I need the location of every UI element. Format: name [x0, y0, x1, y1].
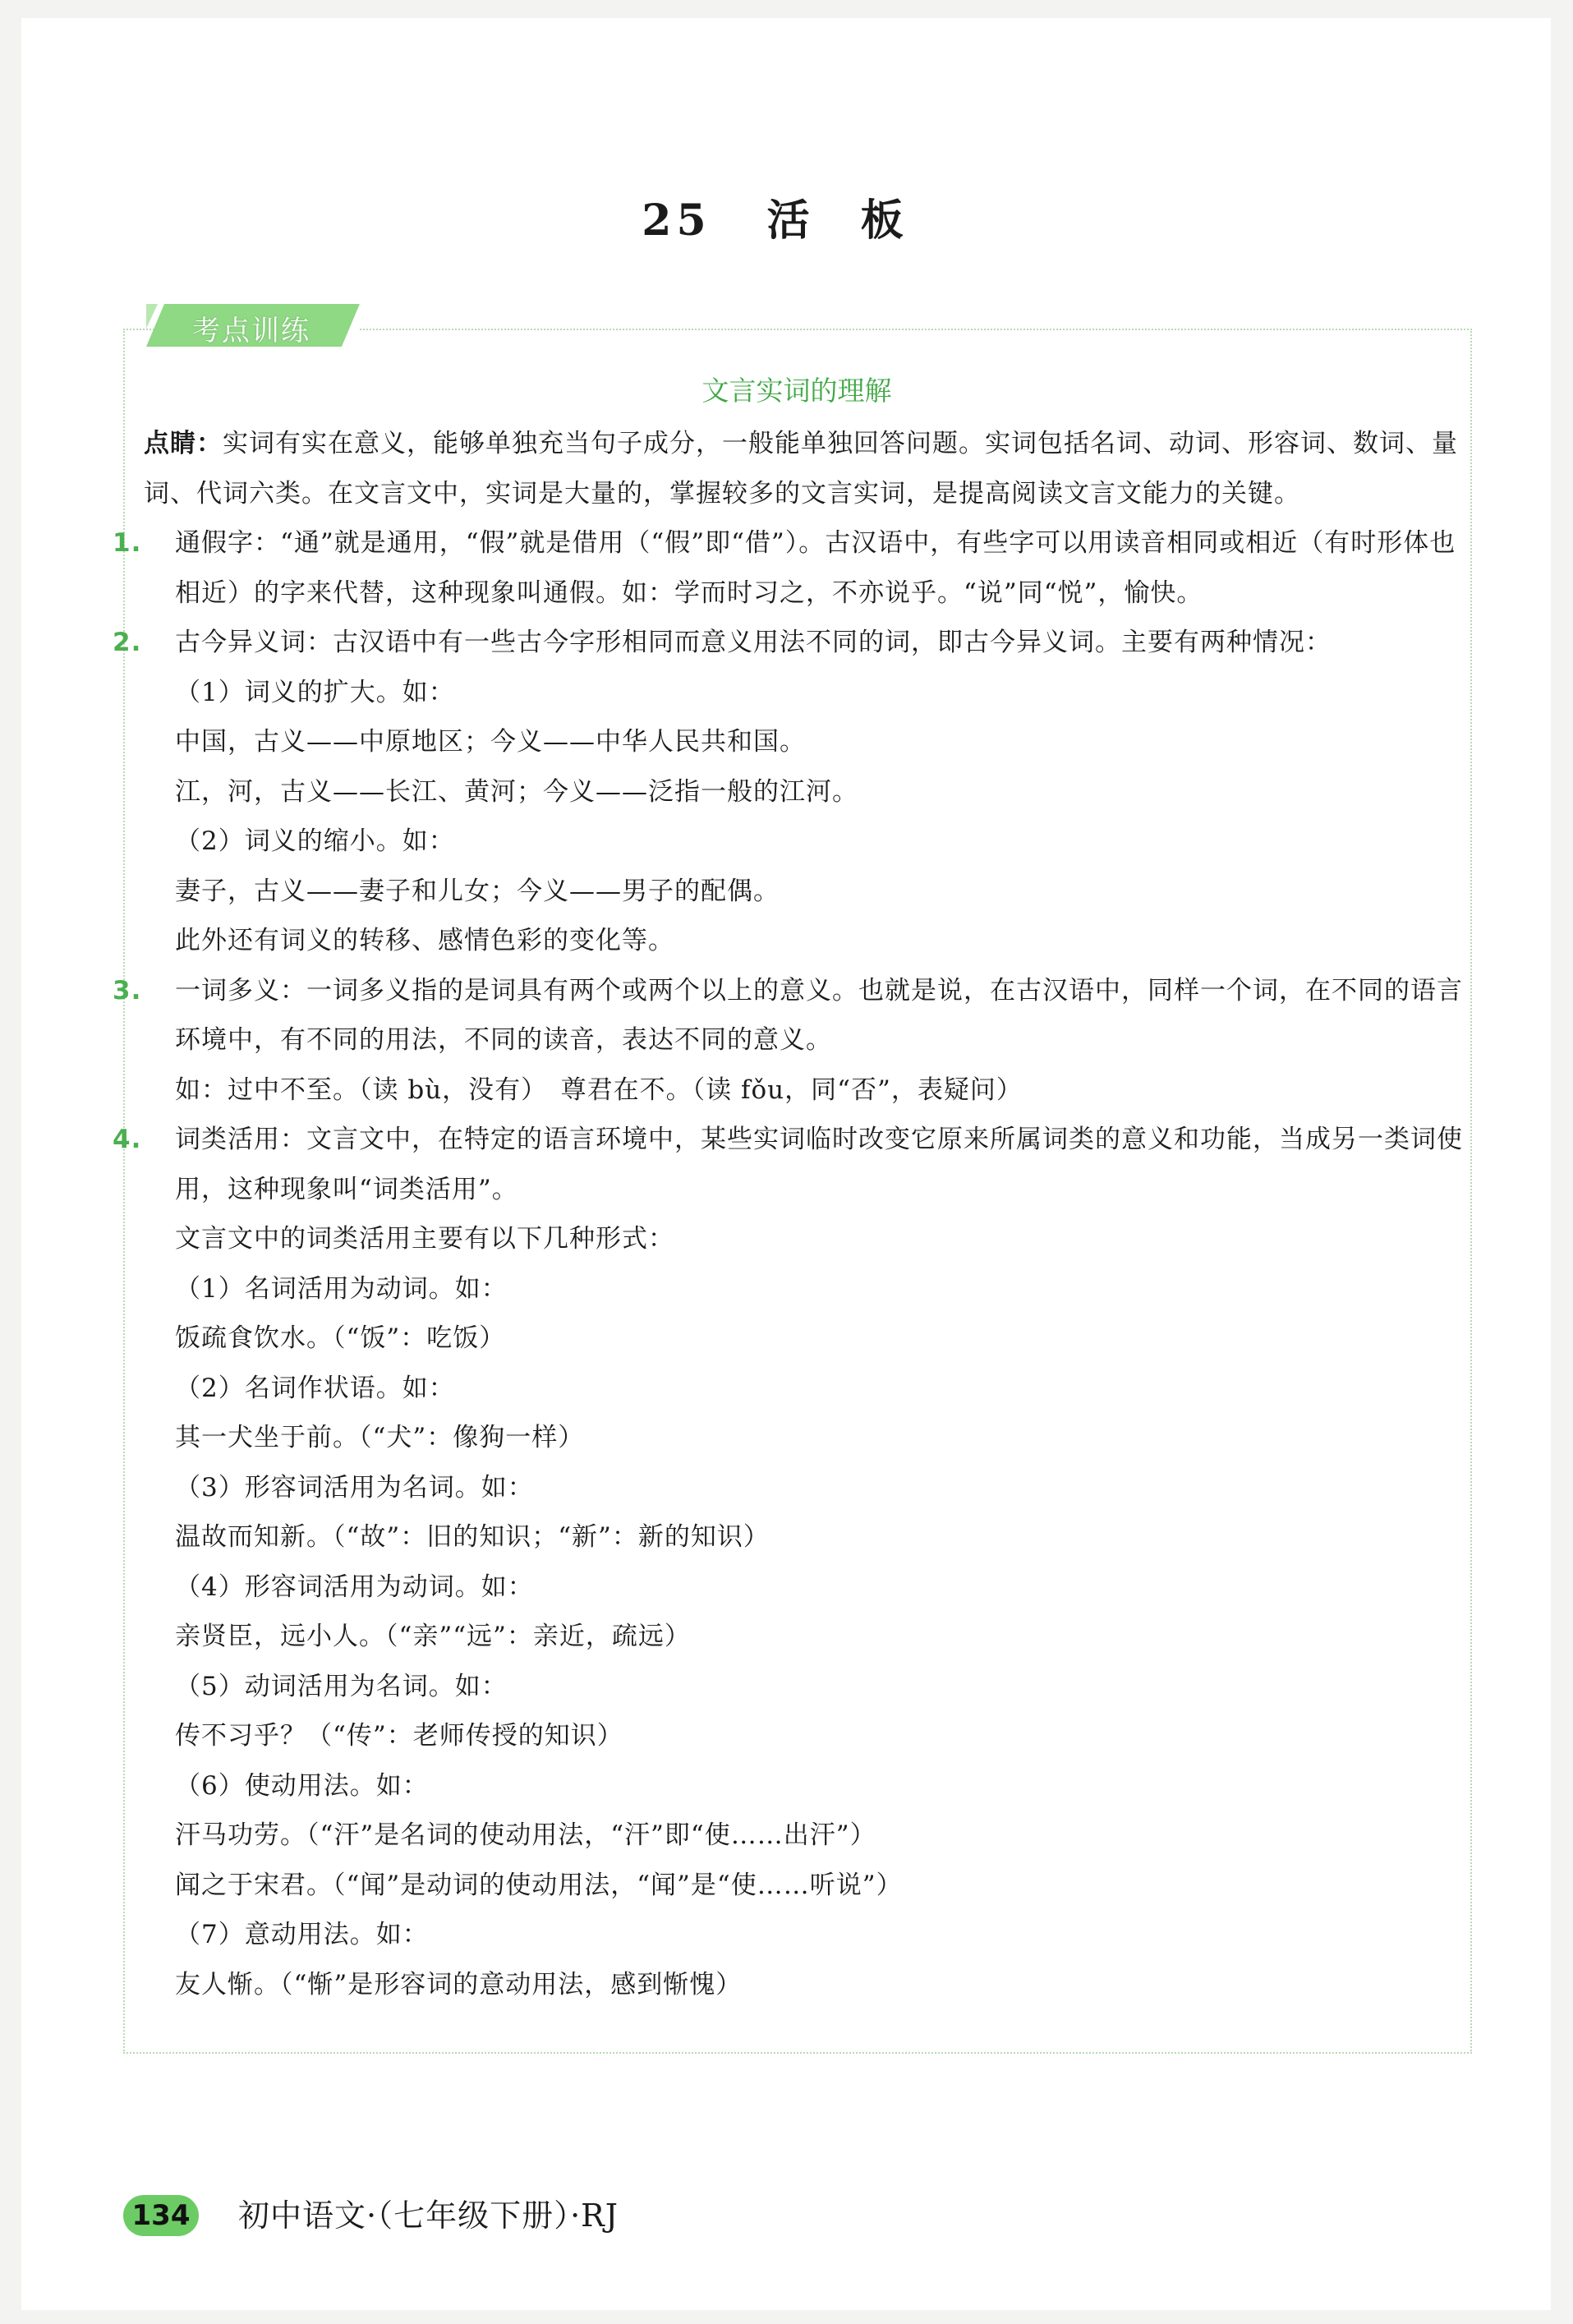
item-3-line-2: 如：过中不至。（读 bù，没有） 尊君在不。（读 fǒu，同“否”，表疑问） — [175, 1075, 1023, 1105]
lesson-number: 25 — [642, 196, 711, 246]
intro-label: 点睛： — [144, 429, 223, 458]
item-1-number: 1. — [113, 528, 142, 558]
item-4-line-14: 汗马功劳。（“汗”是名词的使动用法，“汗”即“使……出汗”） — [175, 1820, 876, 1850]
item-1-line-1: 1. 通假字：“通”就是通用，“假”就是借用（“假”即“借”）。古汉语中，有些字可以用读音相同或相近（有时形体也相近）的字来代替，这种现象叫通假。如：学而时习之，不亦说乎。“说”同“悦”，愉快。 — [144, 518, 1474, 618]
page-number: 134 — [131, 2199, 191, 2232]
section-tag — [146, 304, 360, 347]
item-4-line-12: 传不习乎？（“传”：老师传授的知识） — [175, 1721, 623, 1751]
book-title: 初中语文·（七年级下册）·RJ — [238, 2197, 619, 2234]
intro-text: 实词有实在意义，能够单独充当句子成分，一般能单独回答问题。实词包括名词、动词、形容词、数词、量词、代词六类。在文言文中，实词是大量的，掌握较多的文言实词，是提高阅读文言文能力的关键。 — [144, 429, 1458, 509]
item-4-line-5: （2）名词作状语。如： — [175, 1373, 455, 1403]
lesson-title-char-2: 板 — [860, 196, 908, 246]
section-subtitle: 文言实词的理解 — [701, 375, 892, 407]
item-4-line-3: （1）名词活用为动词。如： — [175, 1273, 508, 1304]
page-number-badge — [123, 2195, 199, 2236]
main-content — [113, 419, 1474, 2009]
item-2-line-7: 此外还有词义的转移、感情色彩的变化等。 — [175, 926, 674, 955]
item-4-line-1: 4. 词类活用：文言文中，在特定的语言环境中，某些实词临时改变它原来所属词类的意义和功能，当成另一类词使用，这种现象叫“词类活用”。 — [144, 1115, 1474, 1214]
lesson-title-char-1: 活 — [766, 196, 815, 246]
item-4-line-2: 文言文中的词类活用主要有以下几种形式： — [175, 1224, 674, 1254]
item-4-number: 4. — [113, 1125, 142, 1154]
item-2-line-1: 2. 古今异义词：古汉语中有一些古今字形相同而意义用法不同的词，即古今异义词。主要有两种情况： — [144, 618, 1474, 668]
item-2-number: 2. — [113, 628, 142, 657]
intro-paragraph — [144, 419, 1474, 518]
item-4-line-16: （7）意动用法。如： — [175, 1920, 429, 1949]
item-4-line-6: 其一犬坐于前。（“犬”：像狗一样） — [175, 1423, 585, 1452]
item-4-line-7: （3）形容词活用为名词。如： — [175, 1472, 534, 1503]
item-2-line-5: （2）词义的缩小。如： — [175, 826, 455, 856]
item-3-number: 3. — [113, 975, 142, 1006]
item-4-line-13: （6）使动用法。如： — [175, 1770, 429, 1801]
item-4-line-4: 饭疏食饮水。（“饭”：吃饭） — [175, 1323, 506, 1353]
item-4-line-11: （5）动词活用为名词。如： — [175, 1671, 508, 1701]
item-2-line-6: 妻子，古义——妻子和儿女；今义——男子的配偶。 — [175, 876, 780, 906]
section-tag-label: 考点训练 — [192, 315, 310, 347]
item-4-line-15: 闻之于宋君。（“闻”是动词的使动用法，“闻”是“使……听说”） — [175, 1870, 903, 1900]
item-4-line-10: 亲贤臣，远小人。（“亲”“远”：亲近，疏远） — [175, 1622, 691, 1651]
item-2-line-3: 中国，古义——中原地区；今义——中华人民共和国。 — [175, 727, 806, 757]
item-3-line-1: 3. 一词多义：一词多义指的是词具有两个或两个以上的意义。也就是说，在古汉语中，同样一个词，在不同的语言环境中，有不同的用法，不同的读音，表达不同的意义。 — [144, 966, 1474, 1065]
lesson-title — [0, 186, 1573, 247]
item-4-line-9: （4）形容词活用为动词。如： — [175, 1572, 534, 1602]
item-4-line-8: 温故而知新。（“故”：旧的知识；“新”：新的知识） — [175, 1522, 770, 1552]
item-2-line-2: （1）词义的扩大。如： — [175, 677, 455, 707]
item-4-line-17: 友人惭。（“惭”是形容词的意动用法，感到惭愧） — [175, 1969, 743, 2000]
item-2-line-4: 江，河，古义——长江、黄河；今义——泛指一般的江河。 — [175, 776, 858, 807]
